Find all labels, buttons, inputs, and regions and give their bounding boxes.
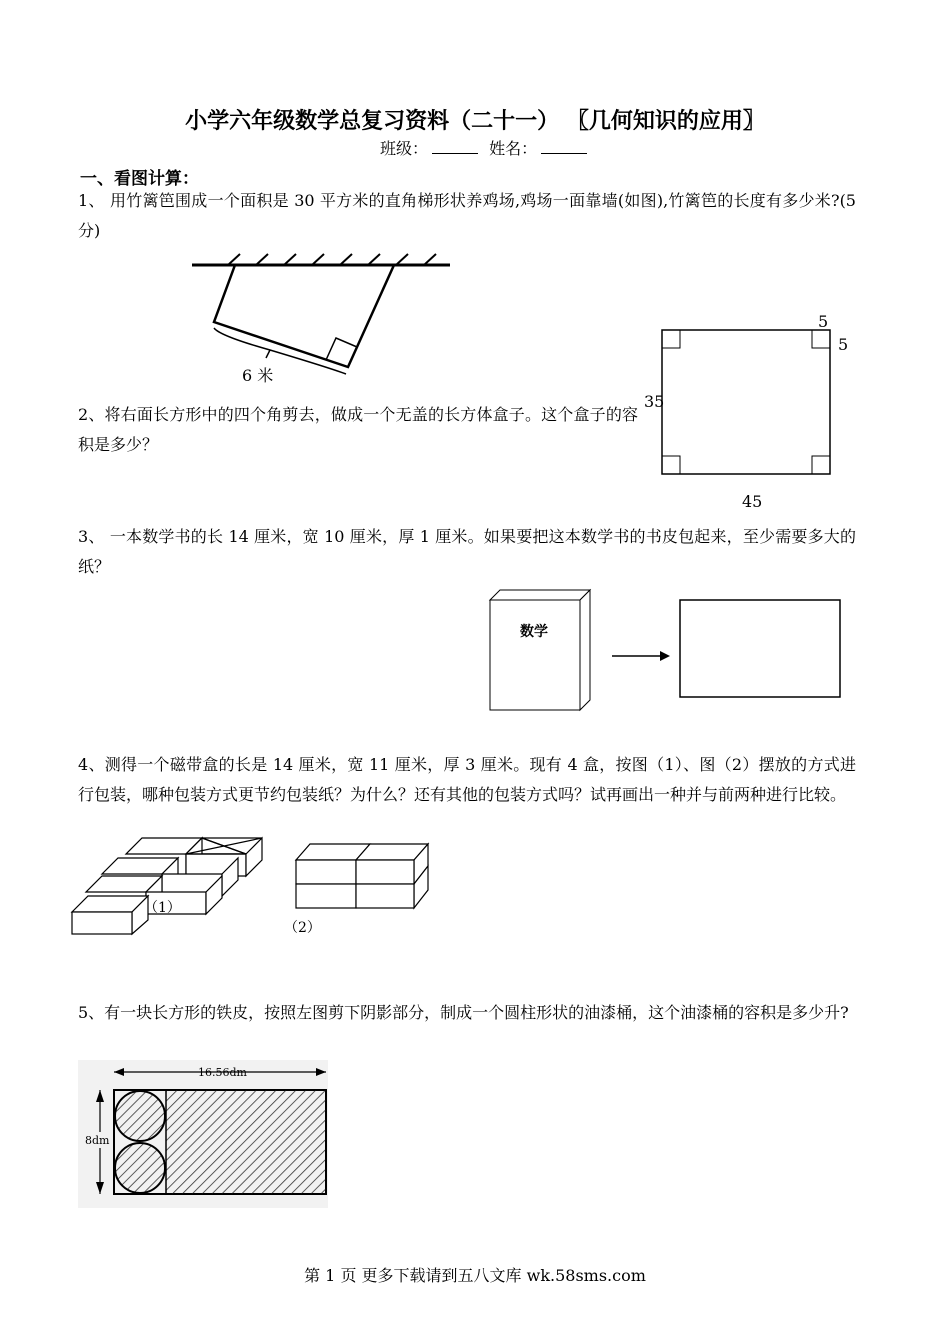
figure-2-label: （2）	[284, 920, 321, 936]
sheet-height-label: 8dm	[85, 1134, 110, 1147]
class-label: 班级：	[380, 139, 429, 158]
page-footer: 第 1 页 更多下载请到五八文库 wk.58sms.com	[304, 1266, 646, 1285]
trapezoid-length-label: 6 米	[242, 366, 274, 385]
corner-side-label: 5	[838, 335, 849, 354]
figure-1-label: （1）	[144, 900, 181, 916]
rect-height-label: 35	[644, 392, 665, 411]
question-2: 2、将右面长方形中的四个角剪去，做成一个无盖的长方体盒子。这个盒子的容积是多少？	[78, 405, 638, 454]
cylinder-sheet-figure	[78, 1060, 328, 1208]
book-wrap-figure	[480, 588, 860, 718]
tape-box-packing-figure	[66, 834, 466, 944]
name-blank	[541, 139, 587, 154]
question-5: 5、有一块长方形的铁皮，按照左图剪下阴影部分，制成一个圆柱形状的油漆桶，这个油漆桶的容积是多少升?	[78, 1003, 849, 1022]
sheet-width-label: 16.56dm	[198, 1066, 247, 1079]
question-3: 3、 一本数学书的长 14 厘米，宽 10 厘米，厚 1 厘米。如果要把这本数学书的书皮包起来，至少需要多大的纸？	[78, 527, 856, 576]
trapezoid-figure	[180, 250, 470, 390]
question-4: 4、测得一个磁带盒的长是 14 厘米，宽 11 厘米，厚 3 厘米。现有 4 盒，按图（1）、图（2）摆放的方式进行包装，哪种包装方式更节约包装纸？为什么？还有其他的包装方式吗？试再画出一种并与前两种进行比较。	[78, 755, 856, 804]
rect-width-label: 45	[742, 492, 763, 511]
name-label: 姓名：	[489, 139, 538, 158]
class-name-line	[380, 136, 593, 159]
question-1: 1、 用竹篱笆围成一个面积是 30 平方米的直角梯形状养鸡场,鸡场一面靠墙(如图),竹篱笆的长度有多少米?(5 分)	[78, 191, 856, 240]
cut-corner-rectangle-figure	[640, 312, 860, 517]
class-blank	[432, 139, 478, 154]
page-title: 小学六年级数学总复习资料（二十一） 〖几何知识的应用〗	[185, 109, 765, 134]
section-heading: 一、看图计算：	[80, 169, 199, 189]
book-label: 数学	[520, 624, 548, 640]
corner-top-label: 5	[818, 312, 829, 331]
